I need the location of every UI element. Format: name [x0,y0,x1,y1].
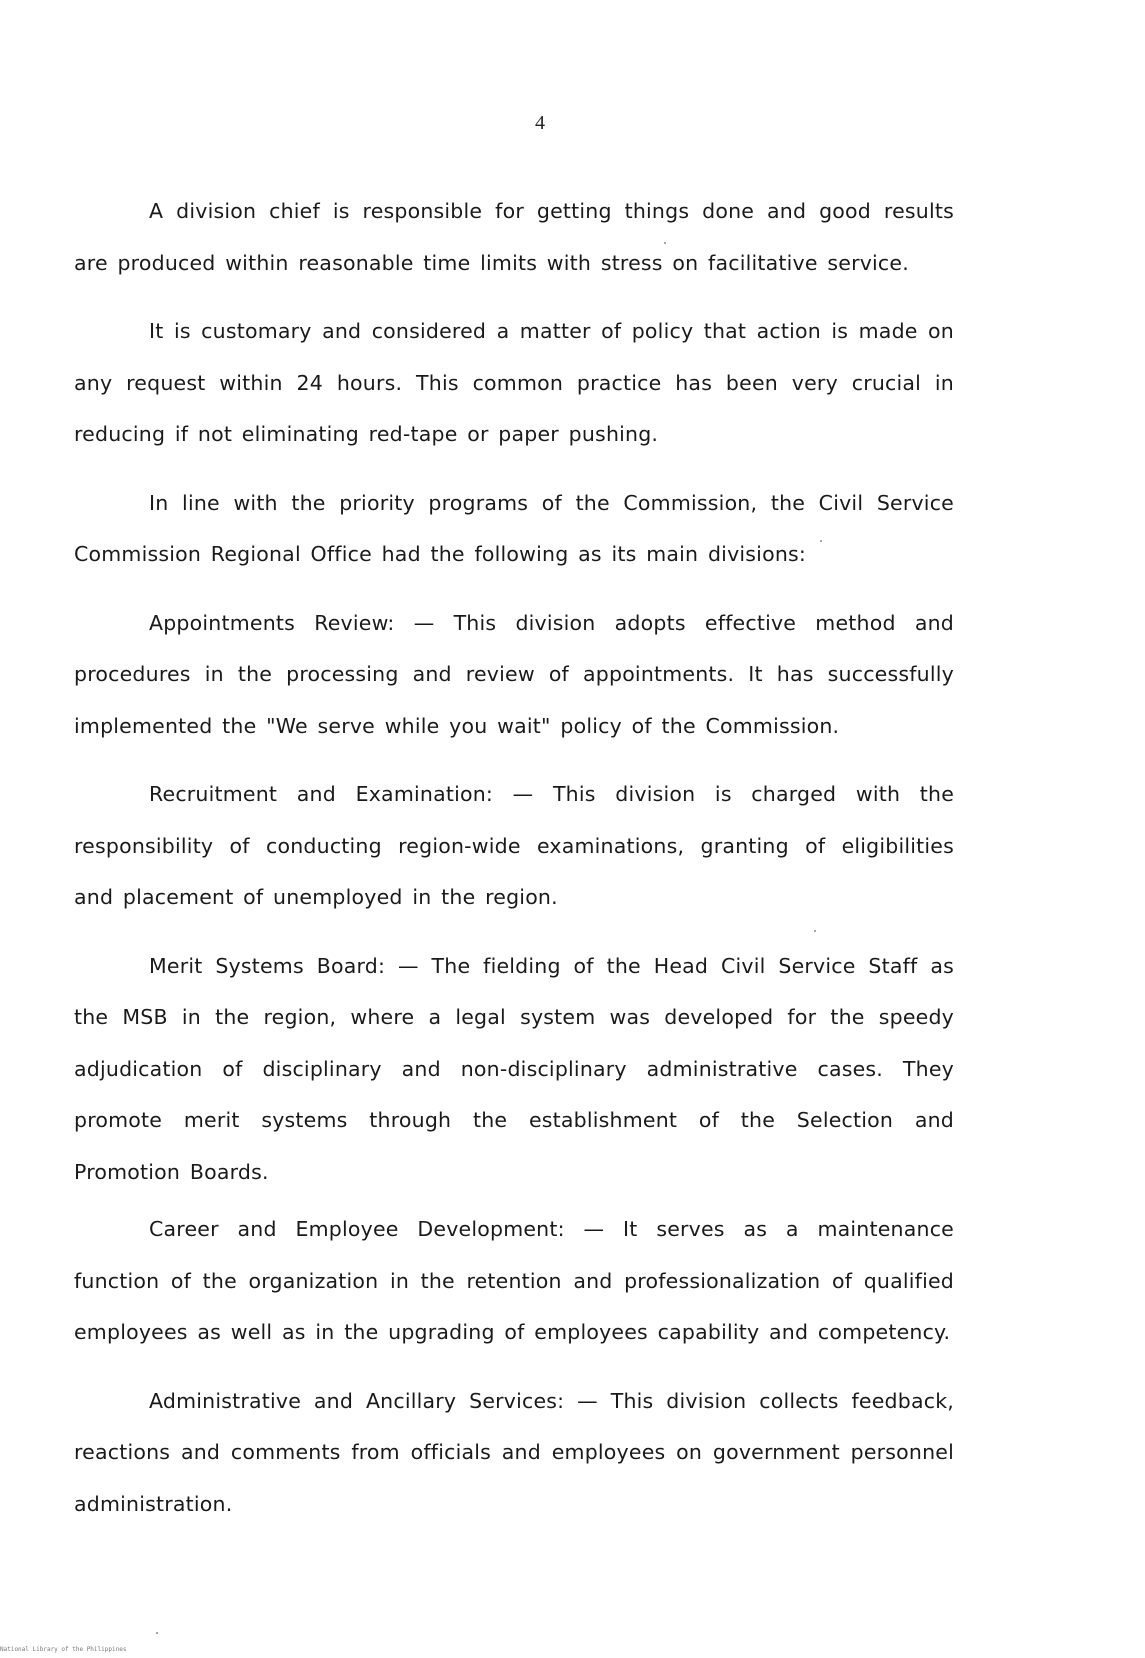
document-body [74,186,954,1547]
paragraph-heading: Merit Systems Board: — [149,953,432,978]
page-number: 4 [535,112,545,134]
paragraph-text: This division adopts effective method and procedures in the processing and review of appointments. It has successfully implemented the "We serve while you wait" policy of the Commission. [74,610,955,738]
paragraph-text: It serves as a maintenance function of the organization in the retention and professionalization of qualified employees as well as in the upgrading of employees capability and competency. [74,1217,954,1344]
paragraph-division-chief [74,186,954,289]
paragraph-text: The fielding of the Head Civil Service Staff as the MSB in the region, where a legal system was developed for the speedy adjudication of disciplinary and non-disciplinary administrative cases. They promote merit systems through the establishment of the Selection and Promotion Boards. [74,953,954,1184]
scan-footer-text: National Library of the Philippines [0,1646,127,1653]
scan-speck [156,1632,158,1634]
paragraph-heading: Career and Employee Development: — [149,1217,624,1241]
scan-speck [814,930,816,932]
paragraph-recruitment-examination [74,769,954,924]
paragraph-career-employee-development [74,1204,954,1359]
paragraph-text: A division chief is responsible for getting things done and good results are produced within reasonable time limits with stress on facilitative service. [74,199,954,275]
paragraph-text: It is customary and considered a matter of policy that action is made on any request within 24 hours. This common practice has been very crucial in reducing if not eliminating red-tape or paper pushing. [74,319,954,446]
paragraph-customary-policy [74,306,954,461]
paragraph-text: This division collects feedback, reactions and comments from officials and employees on government personnel administration. [74,1388,955,1516]
paragraph-merit-systems-board [74,941,954,1199]
paragraph-appointments-review [74,598,954,753]
scan-speck [820,540,822,542]
paragraph-heading: Recruitment and Examination: — [149,782,553,806]
paragraph-heading: Administrative and Ancillary Services: — [149,1388,611,1413]
paragraph-text: This division is charged with the responsibility of conducting region-wide examinations, granting of eligibilities and placement of unemployed in the region. [74,782,955,909]
scan-speck [664,242,666,244]
paragraph-heading: Appointments Review: — [149,610,454,635]
paragraph-text: In line with the priority programs of the Commission, the Civil Service Commission Regional Office had the following as its main divisions: [74,490,954,566]
paragraph-main-divisions-intro [74,478,954,581]
paragraph-administrative-ancillary [74,1376,954,1531]
